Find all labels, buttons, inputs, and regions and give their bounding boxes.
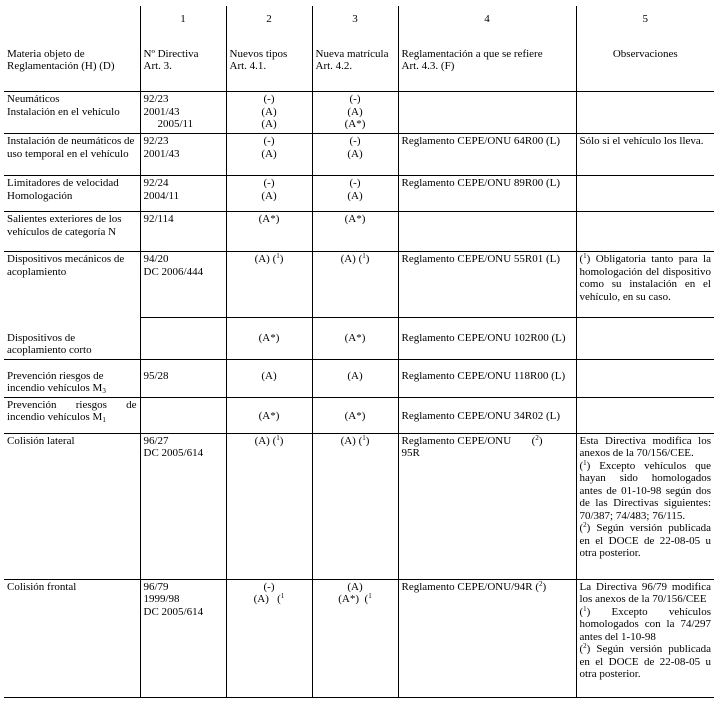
table-row [4,318,714,360]
table-row [4,92,714,134]
cell-nuevos-tipos: (A*) [226,212,312,252]
cell-nuevos-tipos: (A*) [226,397,312,433]
cell-materia: Instalación de neumáticos de uso temporal en el vehículo [4,134,140,176]
table-row [4,176,714,212]
cell-reglamentacion: Reglamento CEPE/ONU 95R ($^2$) [398,433,576,579]
cell-directiva: 96/27 DC 2005/614 [140,433,226,579]
cell-materia: Colisión lateral [4,433,140,579]
cell-observaciones: Sólo si el vehículo los lleva. [576,134,714,176]
cell-directiva: 95/28 [140,359,226,397]
header-observaciones: 5 Observaciones [576,6,714,92]
cell-reglamentacion: Reglamento CEPE/ONU 102R00 (L) [398,318,576,360]
cell-materia: Neumáticos Instalación en el vehículo [4,92,140,134]
header-row [4,6,714,92]
cell-reglamentacion [398,212,576,252]
cell-observaciones [576,212,714,252]
table-row [4,252,714,318]
header-directiva: 1 Nº Directiva Art. 3. [140,6,226,92]
cell-nueva-matricula: (-) (A) [312,134,398,176]
cell-materia: Colisión frontal [4,579,140,697]
cell-nuevos-tipos: (A) ($^1$) [226,252,312,318]
cell-directiva: 92/23 2001/43 2005/11 [140,92,226,134]
cell-nuevos-tipos: (-) (A) (A) [226,92,312,134]
table-row [4,359,714,397]
cell-nueva-matricula: (-) (A) (A*) [312,92,398,134]
cell-directiva [140,318,226,360]
cell-reglamentacion: Reglamento CEPE/ONU 118R00 (L) [398,359,576,397]
cell-observaciones: ($^1$) Obligatoria tanto para la homologación del dispositivo como su instalación en el vehículo, en su caso. [576,252,714,318]
table-row [4,212,714,252]
cell-nueva-matricula: (A*) [312,212,398,252]
cell-nuevos-tipos: (A) ($^1$) [226,433,312,579]
cell-nueva-matricula: (A) [312,359,398,397]
cell-nueva-matricula: (A*) [312,397,398,433]
cell-nuevos-tipos: (A*) [226,318,312,360]
cell-nuevos-tipos: (A) [226,359,312,397]
cell-directiva: 92/23 2001/43 [140,134,226,176]
cell-reglamentacion: Reglamento CEPE/ONU/94R ($^2$) [398,579,576,697]
cell-observaciones: Esta Directiva modifica los anexos de la 70/156/CEE. ($^1$) Excepto vehículos que hayan sido homologados antes de 01-10-98 según dos de las Directivas siguientes: 70/387; 74/483; 76/115. ($^2$) Según versión publicada en el DOCE de 22-08-05 u otra posterior. [576,433,714,579]
cell-directiva: 92/24 2004/11 [140,176,226,212]
cell-nueva-matricula: (A) ($^1$) [312,433,398,579]
cell-nueva-matricula: (A) (A*) ($^1$ [312,579,398,697]
cell-materia: Dispositivos mecánicos de acoplamiento [4,252,140,318]
header-materia: Materia objeto de Reglamentación (H) (D) [4,6,140,92]
cell-nueva-matricula: (A*) [312,318,398,360]
cell-observaciones: La Directiva 96/79 modifica los anexos de la 70/156/CEE ($^1$) Excepto vehículos homologados con la 74/297 antes del 1-10-98 ($^2$) Según versión publicada en el DOCE de 22-08-05 u otra posterior. [576,579,714,697]
cell-nueva-matricula: (-) (A) [312,176,398,212]
document-page [4,6,714,698]
cell-observaciones [576,359,714,397]
table-row [4,134,714,176]
header-nueva-matricula: 3 Nueva matrícula Art. 4.2. [312,6,398,92]
cell-nuevos-tipos: (-) (A) [226,134,312,176]
cell-nuevos-tipos: (-) (A) ($^1$ [226,579,312,697]
cell-observaciones [576,176,714,212]
cell-materia: Prevención riesgos de incendio vehículos $M_1$ [4,397,140,433]
cell-reglamentacion [398,92,576,134]
cell-reglamentacion: Reglamento CEPE/ONU 34R02 (L) [398,397,576,433]
cell-directiva: 92/114 [140,212,226,252]
header-reglamentacion: 4 Reglamentación a que se refiere Art. 4.3. (F) [398,6,576,92]
cell-materia: Prevención riesgos de incendio vehículos $M_3$ [4,359,140,397]
table-row [4,397,714,433]
cell-directiva [140,397,226,433]
cell-reglamentacion: Reglamento CEPE/ONU 64R00 (L) [398,134,576,176]
table-row [4,433,714,579]
cell-observaciones [576,397,714,433]
cell-observaciones [576,318,714,360]
cell-directiva: 96/79 1999/98 DC 2005/614 [140,579,226,697]
cell-materia: Dispositivos de acoplamiento corto [4,318,140,360]
cell-materia: Limitadores de velocidad Homologación [4,176,140,212]
regulation-table [4,6,714,698]
cell-materia: Salientes exteriores de los vehículos de categoría N [4,212,140,252]
cell-directiva: 94/20 DC 2006/444 [140,252,226,318]
cell-reglamentacion: Reglamento CEPE/ONU 55R01 (L) [398,252,576,318]
cell-observaciones [576,92,714,134]
table-row [4,579,714,697]
cell-reglamentacion: Reglamento CEPE/ONU 89R00 (L) [398,176,576,212]
cell-nuevos-tipos: (-) (A) [226,176,312,212]
header-nuevos-tipos: 2 Nuevos tipos Art. 4.1. [226,6,312,92]
cell-nueva-matricula: (A) ($^1$) [312,252,398,318]
